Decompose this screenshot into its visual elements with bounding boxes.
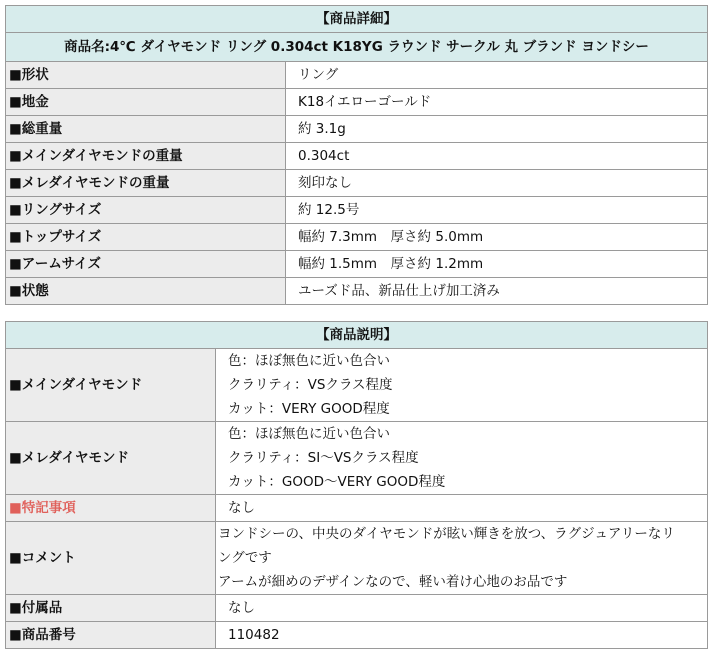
- main-diamond-value: [216, 349, 708, 422]
- detail-label-mele-diamond-weight: ■メレダイヤモンドの重量: [6, 170, 286, 197]
- comment-label: ■コメント: [6, 522, 216, 595]
- comment-line: ングです: [218, 550, 272, 566]
- detail-value-main-diamond-weight: 0.304ct: [286, 143, 708, 170]
- mele-diamond-color: 色：ほぼ無色に近い色合い: [228, 426, 390, 442]
- special-notes-label: ■特記事項: [6, 495, 216, 522]
- mele-diamond-value: [216, 422, 708, 495]
- detail-label-top-size: ■トップサイズ: [6, 224, 286, 251]
- comment-line: ヨンドシーの、中央のダイヤモンドが眩い輝きを放つ、ラグジュアリーなリ: [218, 526, 675, 542]
- description-header: 【商品説明】: [6, 322, 708, 349]
- detail-value-metal: K18イエローゴールド: [286, 89, 708, 116]
- detail-label-shape: ■形状: [6, 62, 286, 89]
- accessories-value: なし: [216, 595, 708, 622]
- detail-label-total-weight: ■総重量: [6, 116, 286, 143]
- mele-diamond-clarity: クラリティ：SI～VSクラス程度: [228, 450, 419, 466]
- detail-label-main-diamond-weight: ■メインダイヤモンドの重量: [6, 143, 286, 170]
- detail-label-condition: ■状態: [6, 278, 286, 305]
- detail-label-arm-size: ■アームサイズ: [6, 251, 286, 278]
- detail-label-ring-size: ■リングサイズ: [6, 197, 286, 224]
- detail-label-metal: ■地金: [6, 89, 286, 116]
- detail-value-mele-diamond-weight: 刻印なし: [286, 170, 708, 197]
- comment-line: アームが細めのデザインなので、軽い着け心地のお品です: [218, 574, 568, 590]
- mele-diamond-label: ■メレダイヤモンド: [6, 422, 216, 495]
- product-description-table: [5, 321, 708, 649]
- detail-value-total-weight: 約 3.1g: [286, 116, 708, 143]
- main-diamond-color: 色：ほぼ無色に近い色合い: [228, 353, 390, 369]
- product-name: 商品名:4℃ ダイヤモンド リング 0.304ct K18YG ラウンド サークル 丸 ブランド ヨンドシー: [6, 33, 708, 62]
- mele-diamond-cut: カット：GOOD～VERY GOOD程度: [228, 474, 446, 490]
- detail-value-ring-size: 約 12.5号: [286, 197, 708, 224]
- detail-value-shape: リング: [286, 62, 708, 89]
- product-number-value: 110482: [216, 622, 708, 649]
- main-diamond-label: ■メインダイヤモンド: [6, 349, 216, 422]
- product-number-label: ■商品番号: [6, 622, 216, 649]
- accessories-label: ■付属品: [6, 595, 216, 622]
- detail-value-top-size: 幅約 7.3mm 厚さ約 5.0mm: [286, 224, 708, 251]
- main-diamond-cut: カット：VERY GOOD程度: [228, 401, 390, 417]
- detail-value-condition: ユーズド品、新品仕上げ加工済み: [286, 278, 708, 305]
- comment-value: [216, 522, 708, 595]
- main-diamond-clarity: クラリティ：VSクラス程度: [228, 377, 393, 393]
- details-header: 【商品詳細】: [6, 6, 708, 33]
- special-notes-value: なし: [216, 495, 708, 522]
- detail-value-arm-size: 幅約 1.5mm 厚さ約 1.2mm: [286, 251, 708, 278]
- product-details-table: [5, 5, 708, 305]
